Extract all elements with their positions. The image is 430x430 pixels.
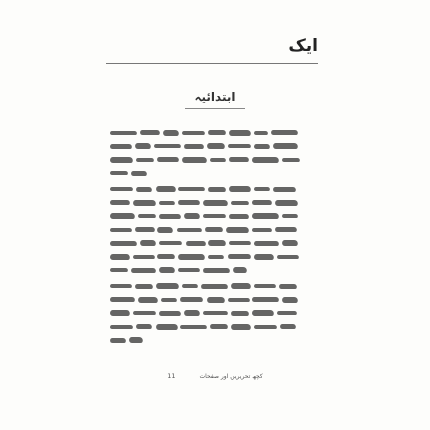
- handwritten-word: [229, 157, 250, 162]
- section-rule: [185, 108, 245, 109]
- handwritten-word: [208, 255, 225, 259]
- handwritten-word: [109, 297, 135, 302]
- handwritten-line: [110, 196, 320, 209]
- handwritten-word: [110, 268, 129, 272]
- handwritten-word: [178, 254, 206, 260]
- footer-title: کچھ تحریریں اور صفحات: [199, 372, 263, 380]
- handwritten-word: [271, 130, 299, 135]
- handwritten-word: [206, 297, 225, 303]
- handwritten-word: [134, 284, 153, 289]
- handwritten-line: [110, 293, 320, 306]
- handwritten-line: [110, 166, 320, 179]
- handwritten-line: [110, 264, 320, 277]
- page-number: 11: [167, 372, 176, 380]
- handwritten-word: [253, 144, 270, 149]
- handwritten-word: [157, 157, 180, 162]
- handwritten-word: [157, 227, 175, 233]
- handwritten-word: [110, 171, 129, 175]
- handwritten-line: [110, 139, 320, 152]
- handwritten-word: [251, 157, 279, 163]
- handwritten-word: [180, 325, 208, 329]
- handwritten-word: [252, 297, 280, 302]
- handwritten-word: [132, 255, 155, 259]
- handwritten-word: [181, 131, 205, 135]
- handwritten-word: [109, 338, 126, 343]
- handwritten-word: [110, 228, 133, 232]
- header-rule: [106, 63, 318, 64]
- handwritten-word: [253, 284, 276, 288]
- handwritten-line: [110, 320, 320, 333]
- handwritten-word: [202, 200, 229, 206]
- handwritten-word: [252, 228, 273, 232]
- handwritten-word: [109, 241, 137, 246]
- handwritten-word: [132, 311, 156, 315]
- handwritten-word: [109, 200, 130, 205]
- handwritten-word: [109, 144, 132, 149]
- handwritten-word: [253, 131, 268, 135]
- handwritten-body-text: [110, 126, 320, 347]
- handwritten-word: [109, 213, 136, 219]
- handwritten-word: [252, 200, 273, 205]
- handwritten-word: [183, 144, 204, 149]
- handwritten-word: [272, 143, 299, 149]
- handwritten-word: [138, 214, 157, 218]
- handwritten-word: [128, 337, 144, 343]
- handwritten-word: [231, 201, 250, 205]
- handwritten-word: [229, 214, 250, 219]
- handwritten-word: [253, 187, 270, 191]
- handwritten-word: [210, 158, 227, 162]
- handwritten-word: [159, 214, 182, 219]
- handwritten-line: [110, 126, 320, 139]
- chapter-heading: ایک: [288, 36, 318, 56]
- handwritten-word: [109, 157, 134, 163]
- handwritten-word: [230, 324, 251, 330]
- handwritten-word: [130, 268, 156, 273]
- handwritten-word: [155, 324, 178, 330]
- handwritten-word: [158, 267, 176, 273]
- handwritten-word: [210, 324, 229, 329]
- handwritten-line: [110, 280, 320, 293]
- handwritten-word: [180, 297, 205, 302]
- handwritten-word: [110, 187, 134, 191]
- handwritten-word: [159, 201, 176, 205]
- handwritten-word: [176, 228, 202, 232]
- handwritten-word: [183, 213, 201, 219]
- handwritten-word: [157, 254, 176, 259]
- handwritten-word: [202, 268, 230, 273]
- handwritten-word: [273, 187, 298, 192]
- handwritten-word: [134, 227, 155, 232]
- handwritten-word: [153, 144, 181, 148]
- handwritten-word: [178, 200, 201, 205]
- handwritten-word: [134, 143, 152, 149]
- section-heading: ابتدائیہ: [194, 90, 236, 104]
- page-footer: [0, 372, 430, 380]
- handwritten-word: [231, 311, 250, 316]
- handwritten-line: [110, 183, 320, 196]
- section-heading-wrap: [0, 90, 430, 109]
- handwritten-line: [110, 210, 320, 223]
- handwritten-word: [201, 284, 229, 289]
- handwritten-word: [109, 310, 130, 316]
- handwritten-word: [229, 241, 252, 245]
- handwritten-word: [225, 227, 250, 233]
- handwritten-word: [155, 186, 176, 192]
- handwritten-word: [229, 186, 252, 192]
- handwritten-word: [278, 284, 297, 289]
- handwritten-word: [274, 200, 299, 206]
- handwritten-word: [251, 310, 274, 316]
- handwritten-word: [183, 310, 201, 316]
- handwritten-word: [137, 297, 158, 303]
- handwritten-word: [208, 130, 227, 135]
- handwritten-word: [227, 254, 252, 259]
- handwritten-line: [110, 153, 320, 166]
- handwritten-word: [251, 213, 279, 219]
- handwritten-word: [110, 325, 134, 329]
- handwritten-word: [253, 254, 274, 260]
- handwritten-word: [110, 131, 138, 135]
- handwritten-word: [160, 298, 177, 302]
- handwritten-word: [281, 297, 299, 303]
- handwritten-line: [110, 334, 320, 347]
- handwritten-word: [253, 325, 277, 329]
- handwritten-word: [132, 200, 157, 206]
- handwritten-word: [139, 130, 160, 135]
- handwritten-word: [232, 267, 248, 273]
- handwritten-word: [282, 158, 301, 162]
- handwritten-word: [202, 214, 226, 218]
- handwritten-word: [253, 241, 279, 246]
- handwritten-word: [109, 254, 130, 260]
- handwritten-word: [185, 241, 206, 246]
- handwritten-word: [282, 214, 299, 218]
- handwritten-word: [208, 240, 227, 246]
- handwritten-word: [230, 283, 251, 289]
- handwritten-word: [280, 324, 297, 329]
- handwritten-word: [181, 284, 198, 288]
- handwritten-word: [206, 143, 225, 149]
- handwritten-word: [276, 255, 299, 259]
- handwritten-word: [136, 187, 153, 192]
- handwritten-word: [178, 268, 201, 272]
- handwritten-word: [130, 171, 147, 176]
- handwritten-word: [110, 284, 133, 288]
- handwritten-word: [178, 187, 206, 191]
- handwritten-line: [110, 307, 320, 320]
- handwritten-word: [204, 227, 223, 232]
- handwritten-line: [110, 237, 320, 250]
- handwritten-word: [136, 324, 153, 329]
- handwritten-word: [208, 187, 227, 192]
- handwritten-word: [281, 240, 299, 246]
- handwritten-word: [276, 311, 297, 315]
- handwritten-line: [110, 223, 320, 236]
- handwritten-word: [162, 130, 180, 136]
- handwritten-word: [136, 158, 155, 162]
- handwritten-word: [227, 144, 251, 148]
- handwritten-word: [181, 157, 208, 163]
- handwritten-line: [110, 250, 320, 263]
- handwritten-word: [159, 241, 183, 245]
- handwritten-word: [229, 130, 252, 136]
- handwritten-word: [159, 311, 182, 316]
- handwritten-word: [139, 240, 157, 246]
- handwritten-word: [274, 227, 297, 232]
- handwritten-word: [227, 298, 250, 302]
- handwritten-word: [202, 311, 228, 315]
- handwritten-word: [155, 283, 180, 289]
